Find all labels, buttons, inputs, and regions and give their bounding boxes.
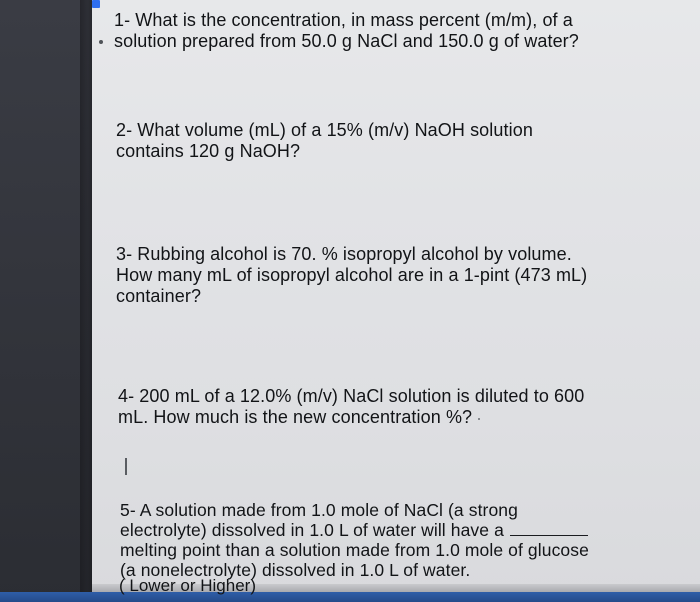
question-4-line-1: 4- 200 mL of a 12.0% (m/v) NaCl solution is diluted to 600: [118, 386, 585, 406]
question-2-line-2: contains 120 g NaOH?: [116, 141, 301, 161]
question-3-line-2: How many mL of isopropyl alcohol are in a 1-pint (473 mL): [116, 265, 588, 285]
question-4-line-2: mL. How much is the new concentration %?: [118, 407, 473, 427]
question-5-line-2-wrap: [120, 520, 589, 540]
question-2-line-1: 2- What volume (mL) of a 15% (m/v) NaOH solution: [116, 120, 533, 140]
question-5-line-1: 5- A solution made from 1.0 mole of NaCl (a strong: [120, 500, 518, 520]
question-5: [120, 500, 589, 580]
question-1-line-1: 1- What is the concentration, in mass percent (m/m), of a: [114, 10, 573, 30]
question-1: [114, 10, 579, 52]
question-5-line-3: melting point than a solution made from 1.0 mole of glucose: [120, 540, 589, 560]
question-1-line-2: solution prepared from 50.0 g NaCl and 150.0 g of water?: [114, 31, 579, 51]
question-3-line-1: 3- Rubbing alcohol is 70. % isopropyl alcohol by volume.: [116, 244, 572, 264]
margin-dot: [99, 40, 103, 44]
question-5-options: ( Lower or Higher): [119, 576, 256, 595]
text-cursor: [125, 458, 127, 475]
question-4: [118, 386, 584, 428]
stray-mark: [478, 418, 480, 420]
question-5-line-4: (a nonelectrolyte) dissolved in 1.0 L of water.: [120, 560, 471, 580]
question-3: [116, 244, 587, 307]
blue-surface-strip: [0, 592, 700, 602]
question-2: [116, 120, 533, 162]
answer-blank: [510, 523, 588, 536]
question-5-line-2: electrolyte) dissolved in 1.0 L of water will have a: [120, 520, 504, 540]
question-3-line-3: container?: [116, 286, 202, 306]
top-edge-mark: [92, 0, 100, 8]
